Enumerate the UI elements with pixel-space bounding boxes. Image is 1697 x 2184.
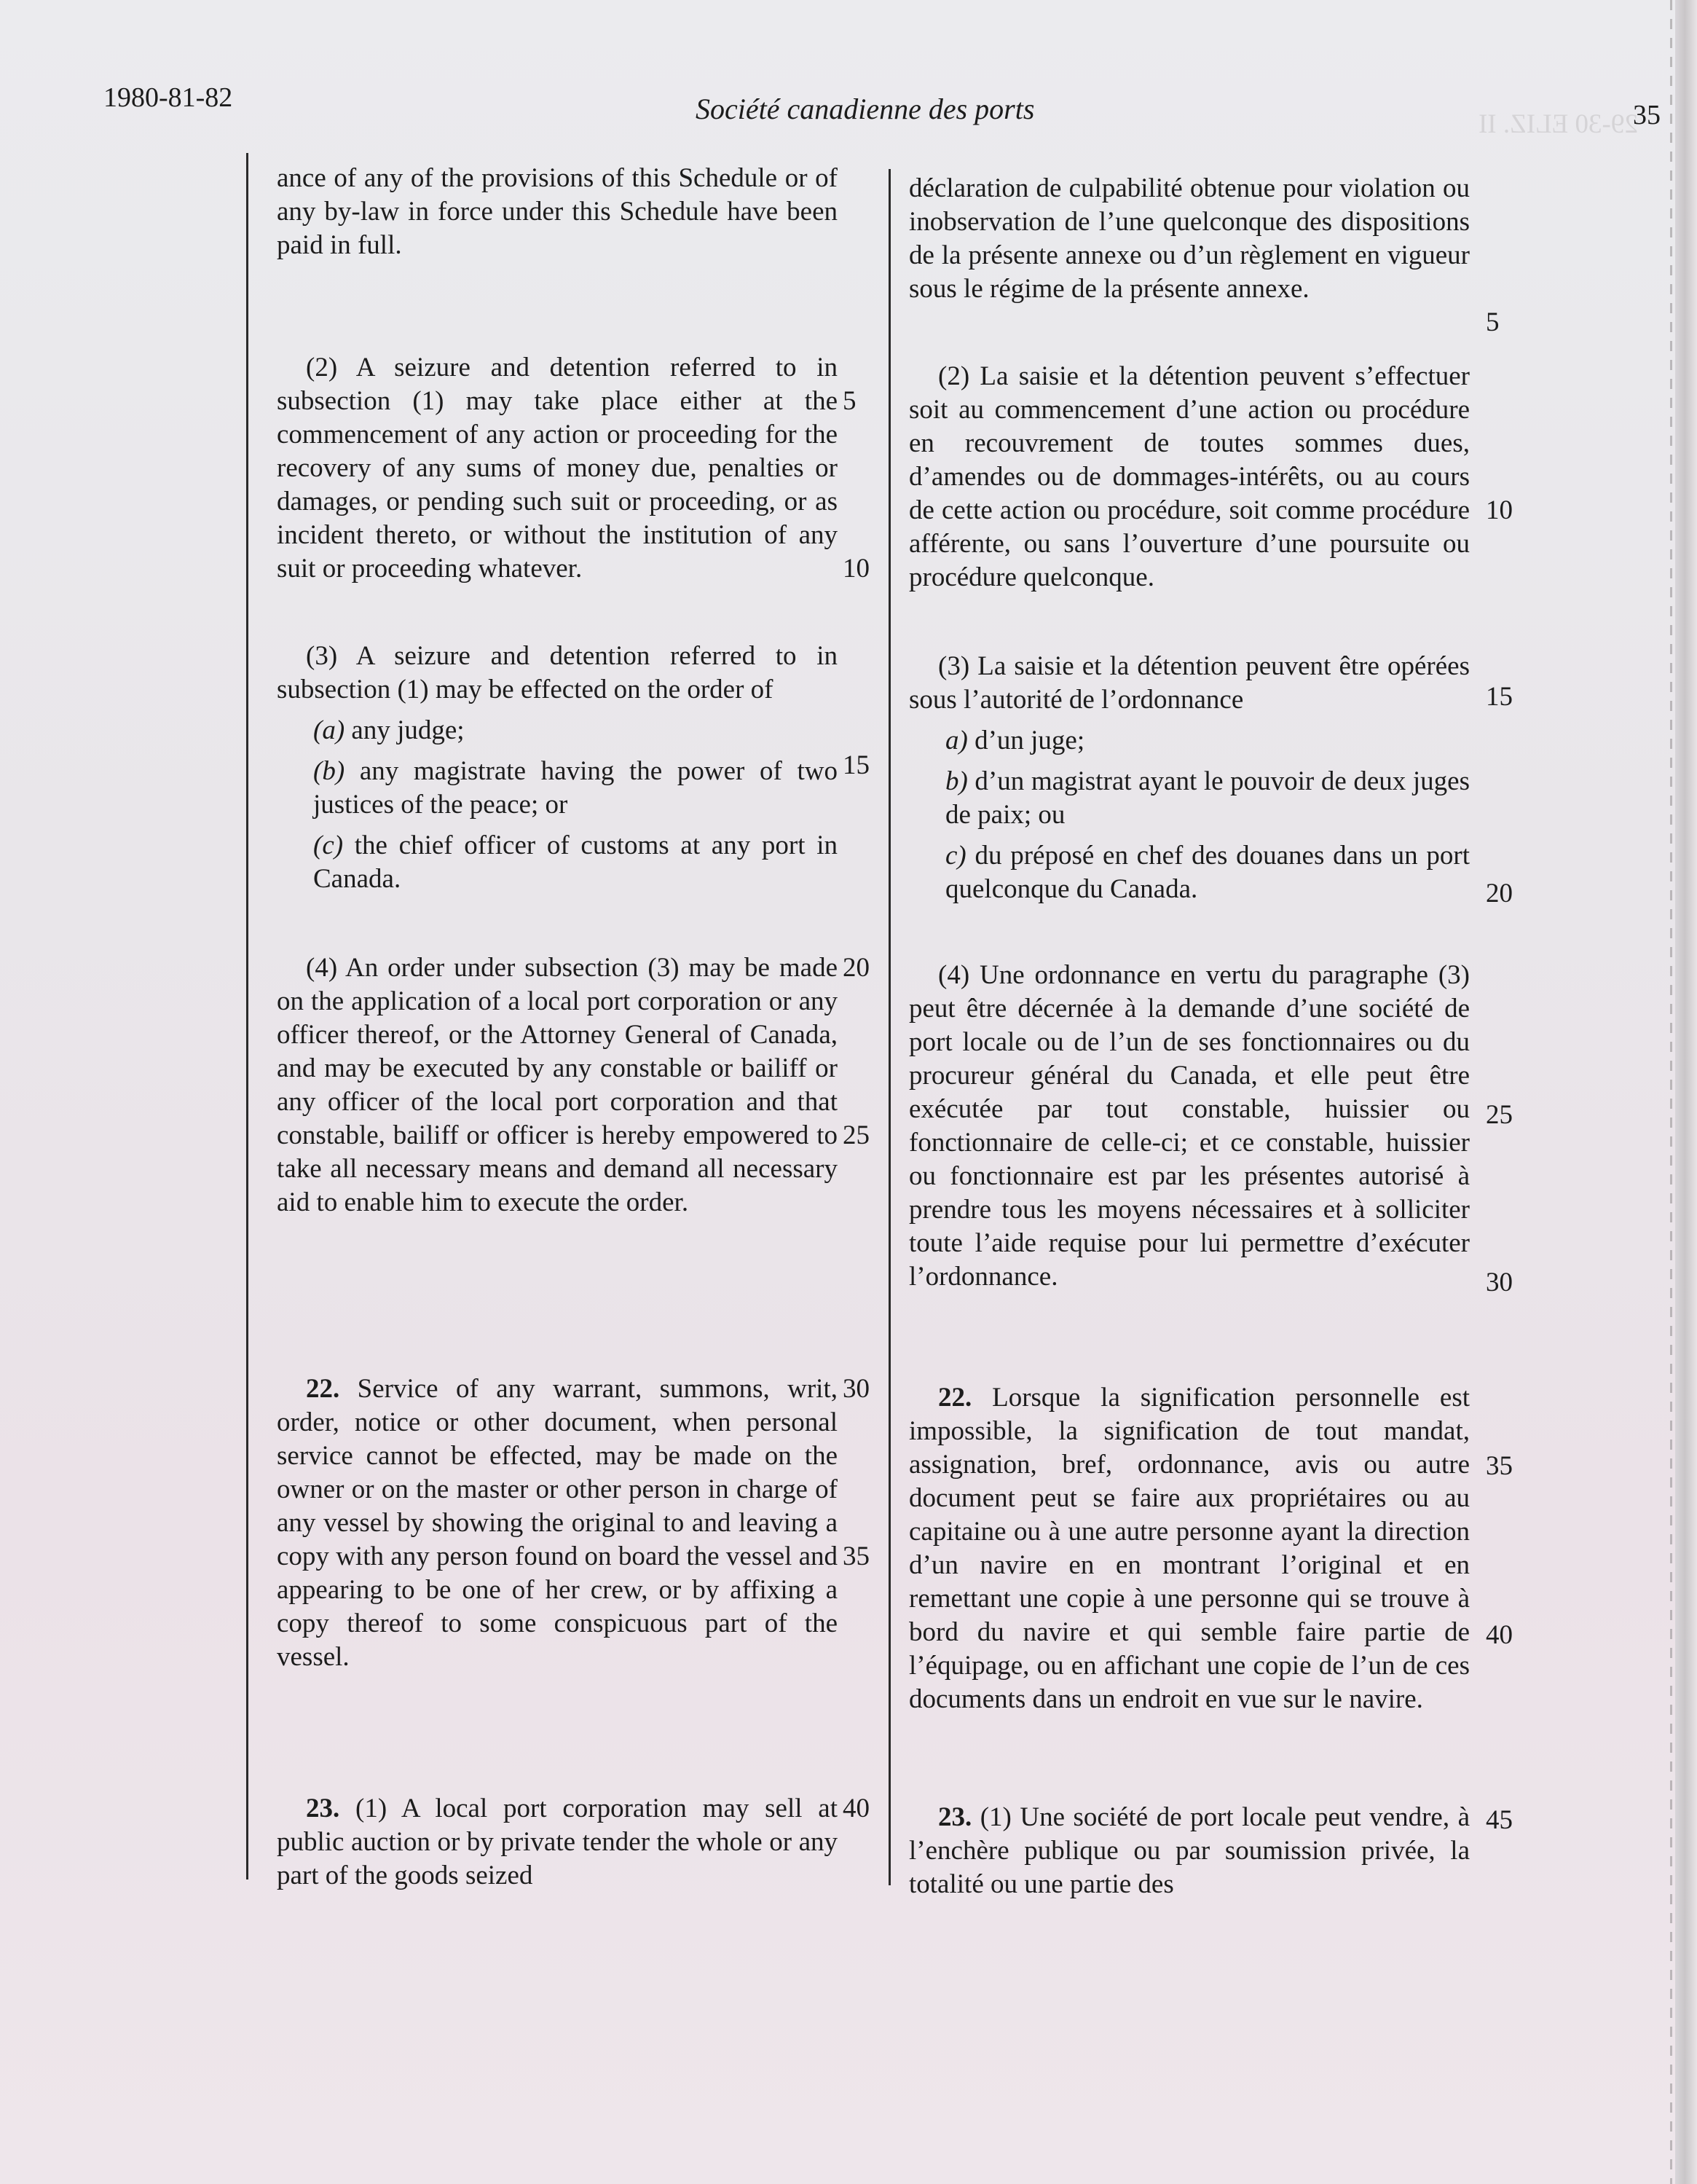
header-title: Société canadienne des ports (696, 93, 1035, 125)
fr-subsection-4: (4) Une ordonnance en vertu du paragraphe (3) peut être décernée à la demande d’une société de port locale ou de l’un de ses fonctionnaires ou du procureur général du Canada, et elle peut être exécutée par tout constable, huissier ou fonctionnaire de celle-ci; et ce constable, huissier ou fonctionnaire est par les présentes autorisé à prendre tous les moyens nécessaires et à solliciter toute l’aide requise pour lui permettre d’exécuter l’ordonnance. (909, 960, 1470, 1292)
fr-line-number: 30 (1486, 1268, 1513, 1297)
fr-line-number: 35 (1486, 1451, 1513, 1481)
fr-line-number: 10 (1486, 495, 1513, 525)
en-line-number: 25 (843, 1120, 870, 1150)
fr-line-number: 20 (1486, 879, 1513, 908)
page-number: 35 (1633, 100, 1661, 130)
en-line-number: 5 (843, 386, 857, 416)
fr-line-number: 15 (1486, 682, 1513, 712)
show-through-title: 29-30 ELIZ. II (1479, 109, 1638, 139)
en-subsection-3: (3) A seizure and detention referred to in subsection (1) may be effected on the order of (a) any judge; (b) any magistrate having the power of two justices of the peace; or (c) the chief officer of customs at any port in Canada. (277, 640, 838, 903)
column-divider-rule (889, 169, 891, 1885)
en-line-number: 40 (843, 1794, 870, 1823)
fr-line-number: 5 (1486, 307, 1500, 337)
en-subsection-4: (4) An order under subsection (3) may be made on the application of a local port corporation or any officer thereof, or the Attorney General of Canada, and may be executed by any constable or bailiff or any officer of the local port corporation and that constable, bailiff or officer is hereby empowered to take all necessary means and demand all necessary aid to enable him to execute the order. (277, 953, 838, 1217)
fr-line-number: 40 (1486, 1620, 1513, 1650)
fr-item-a: a) d’un juge; (945, 726, 1085, 755)
en-item-c: (c) the chief officer of customs at any port in Canada. (313, 830, 838, 894)
fr-line-number: 45 (1486, 1805, 1513, 1835)
page-edge-binding (1670, 0, 1672, 2184)
fr-subsection-2: (2) La saisie et la détention peuvent s’effectuer soit au commencement d’une action ou procédure en recouvrement de toutes sommes dues, d’amendes ou de dommages-intérêts, ou au cours de cette action ou procédure, soit comme procédure afférente, ou sans l’ouverture d’une poursuite ou procédure quelconque. (909, 361, 1470, 592)
en-line-number: 30 (843, 1374, 870, 1404)
fr-section-23: 23. (1) Une société de port locale peut vendre, à l’enchère publique ou par soumission privée, la totalité ou une partie des (909, 1802, 1470, 1899)
en-item-b: (b) any magistrate having the power of two justices of the peace; or (313, 756, 838, 820)
en-section-22: 22. Service of any warrant, summons, writ, order, notice or other document, when personal service cannot be effected, may be made on the owner or on the master or other person in charge of any vessel by showing the original to and leaving a copy with any person found on board the vessel and appearing to be one of her crew, or by affixing a copy thereof to some conspicuous part of the vessel. (277, 1374, 838, 1672)
fr-line-number: 25 (1486, 1100, 1513, 1130)
fr-item-c: c) du préposé en chef des douanes dans un port quelconque du Canada. (945, 841, 1470, 904)
page-edge (1675, 0, 1697, 2184)
en-section-23: 23. (1) A local port corporation may sell at public auction or by private tender the whole or any part of the goods seized (277, 1794, 838, 1890)
en-subsection-2: (2) A seizure and detention referred to in subsection (1) may take place either at the commencement of any action or proceeding for the recovery of any sums of money due, penalties or damages, or pending such suit or proceeding, or as incident thereto, or without the institution of any suit or proceeding whatever. (277, 353, 838, 584)
en-line-number: 10 (843, 554, 870, 584)
fr-subsection-3: (3) La saisie et la détention peuvent être opérées sous l’autorité de l’ordonnance a) d’un juge; b) d’un magistrat ayant le pouvoir de deux juges de paix; ou c) du préposé en chef des douanes dans un port quelconque du Canada. (909, 650, 1470, 914)
left-margin-rule (246, 153, 248, 1879)
fr-item-b: b) d’un magistrat ayant le pouvoir de deux juges de paix; ou (945, 766, 1470, 830)
en-line-number: 35 (843, 1541, 870, 1571)
fr-paragraph-continuation: déclaration de culpabilité obtenue pour violation ou inobservation de l’une quelconque des dispositions de la présente annexe ou d’un règlement en vigueur sous le régime de la présente annexe. (909, 173, 1470, 304)
en-line-number: 20 (843, 953, 870, 983)
en-item-a: (a) any judge; (313, 715, 465, 745)
en-line-number: 15 (843, 750, 870, 780)
en-paragraph-continuation: ance of any of the provisions of this Schedule or of any by-law in force under this Schedule have been paid in full. (277, 163, 838, 260)
header-year: 1980-81-82 (103, 82, 233, 113)
fr-section-22: 22. Lorsque la signification personnelle est impossible, la signification de tout mandat, assignation, bref, ordonnance, avis ou autre document peut se faire aux propriétaires ou au capitaine ou à une autre personne ayant la direction d’un navire en en montrant l’original et en remettant une copie à une personne qui se trouve à bord du navire et qui semble faire partie de l’équipage, ou en affichant une copie de l’un de ces documents dans un endroit en vue sur le navire. (909, 1383, 1470, 1714)
